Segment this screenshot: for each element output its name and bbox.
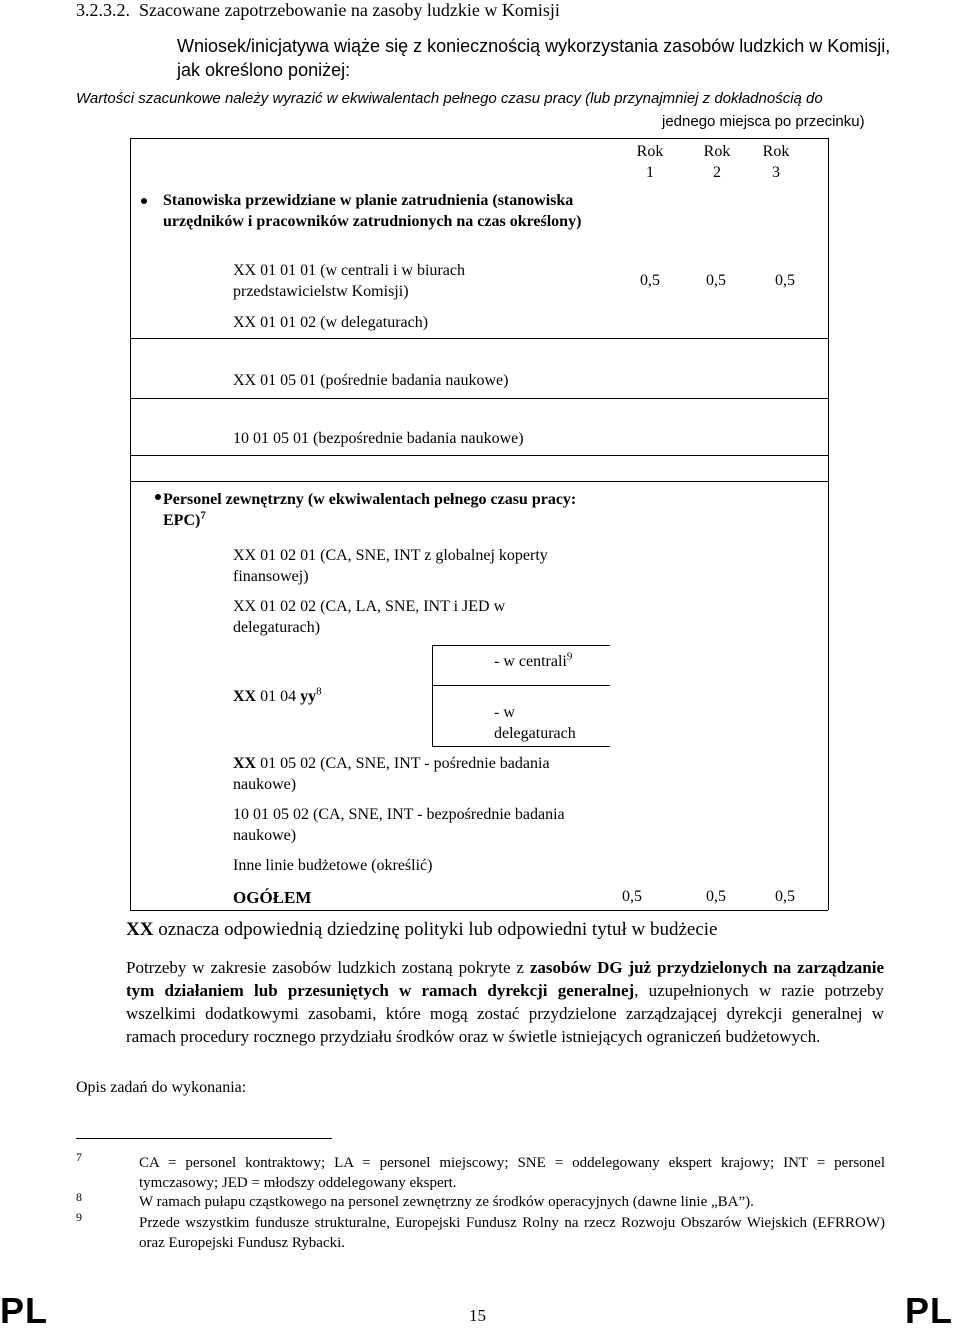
footnote-number: 9 [76, 1210, 82, 1224]
footnote-number: 8 [76, 1190, 82, 1204]
footnote-rule [76, 1138, 332, 1139]
total-y3: 0,5 [775, 888, 795, 905]
estimate-note: Wartości szacunkowe należy wyrazić w ekwiwalentach pełnego czasu pracy (lub przynajmniej z dokładnością do [76, 90, 823, 107]
col-header-year-2: Rok 2 [703, 143, 731, 181]
value-central-y1: 0,5 [640, 272, 660, 289]
footer-language-left: PL [0, 1290, 49, 1331]
row-delegations: XX 01 01 02 (w delegaturach) [233, 314, 429, 331]
row-central: XX 01 01 01 (w centrali i w biurach przedstawicielstw Komisji) [233, 262, 465, 300]
footer-language-right: PL [905, 1290, 954, 1331]
row-1001-0502: 10 01 05 02 (CA, SNE, INT - bezpośrednie badania naukowe) [233, 806, 565, 844]
section-external-staff: Personel zewnętrzny (w ekwiwalentach pełnego czasu pracy: EPC)$^7$ [163, 491, 577, 529]
section-establishment-plan: Stanowiska przewidziane w planie zatrudnienia (stanowiska urzędników i pracowników zatrudnionych na czas określony) [163, 192, 582, 230]
total-label: OGÓŁEM [233, 888, 312, 907]
row-ext-deleg: XX 01 02 02 (CA, LA, SNE, INT i JED w delegaturach) [233, 598, 506, 636]
total-y1: 0,5 [622, 888, 642, 905]
row-direct-research: 10 01 05 01 (bezpośrednie badania naukowe) [233, 430, 524, 447]
page-number: 15 [469, 1306, 486, 1325]
value-central-y2: 0,5 [706, 272, 726, 289]
intro-text: Wniosek/inicjatywa wiąże się z koniecznością wykorzystania zasobów ludzkich w Komisji, jak określono poniżej: [177, 36, 891, 80]
col-header-year-1: Rok 1 [636, 143, 664, 181]
row-0502: XX 01 05 02 (CA, SNE, INT - pośrednie badania naukowe) [233, 755, 550, 793]
bullet-icon [155, 494, 161, 500]
row-yy: XX 01 04 $yy^8$ [233, 685, 322, 705]
estimate-note-cont: jednego miejsca po przecinku) [662, 113, 865, 130]
footnote-text: W ramach pułapu cząstkowego na personel zewnętrzny ze środków operacyjnych (dawne linie „BA”). [139, 1194, 754, 1210]
section-title: 3.2.3.2. Szacowane zapotrzebowanie na zasoby ludzkie w Komisji [76, 0, 560, 20]
footnote-text: CA = personel kontraktowy; LA = personel miejscowy; SNE = oddelegowany ekspert krajowy; INT = personel tymczasowy; JED = młodszy oddelegowany ekspert. [139, 1155, 885, 1191]
row-indirect-research: XX 01 05 01 (pośrednie badania naukowe) [233, 372, 509, 389]
row-yy-central: - w centrali$^9$ [494, 650, 573, 670]
value-central-y3: 0,5 [775, 272, 795, 289]
col-header-year-3: Rok 3 [762, 143, 790, 181]
xx-note: XX oznacza odpowiednią dziedzinę polityki lub odpowiedni tytuł w budżecie [126, 919, 718, 940]
resources-paragraph: Potrzeby w zakresie zasobów ludzkich zostaną pokryte z zasobów DG już przydzielonych na zarządzanie tym działaniem lub przesuniętych w ramach dyrekcji generalnej, uzupełnionych w razie potrzeby wszelkimi dodatkowymi zasobami, które mogą zostać przydzielone zarządzającej dyrekcji generalnej w ramach procedury rocznego przydziału środków oraz w świetle istniejących ograniczeń budżetowych. [126, 958, 885, 1046]
row-yy-delegations: - w delegaturach [494, 704, 576, 742]
row-other-lines: Inne linie budżetowe (określić) [233, 857, 433, 874]
bullet-icon [141, 198, 147, 204]
task-description-label: Opis zadań do wykonania: [76, 1079, 247, 1096]
footnote-text: Przede wszystkim fundusze strukturalne, Europejski Fundusz Rolny na rzecz Rozwoju Obszarów Wiejskich (EFRROW) oraz Europejski Fundusz Rybacki. [139, 1215, 885, 1251]
total-y2: 0,5 [706, 888, 726, 905]
footnote-number: 7 [76, 1150, 82, 1164]
row-ext-global: XX 01 02 01 (CA, SNE, INT z globalnej koperty finansowej) [233, 547, 548, 585]
